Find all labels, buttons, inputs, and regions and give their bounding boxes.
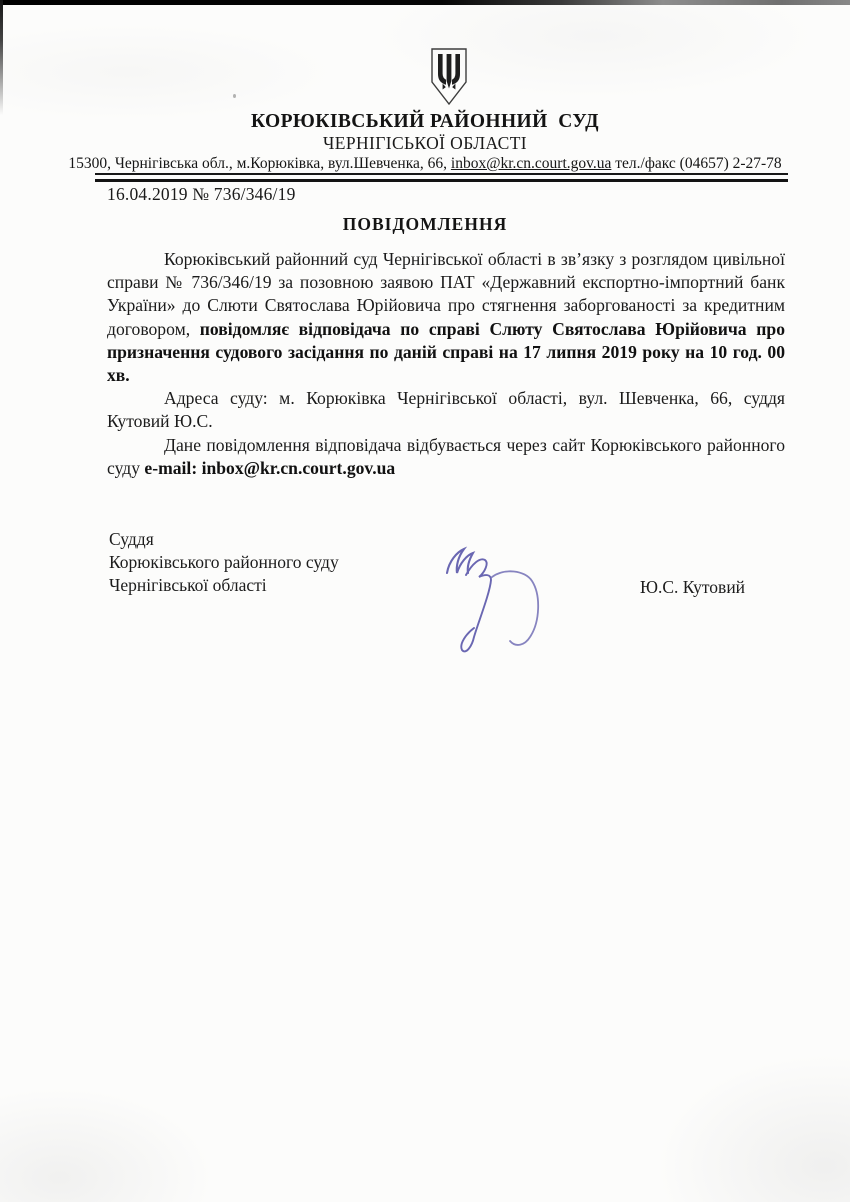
- signer-name: Ю.С. Кутовий: [640, 577, 746, 597]
- paragraph-notification-method: [107, 434, 785, 480]
- ukraine-trident-emblem-icon: [426, 47, 472, 107]
- court-region-heading: ЧЕРНІГІСЬКОЇ ОБЛАСТІ: [322, 133, 528, 153]
- court-email: inbox@kr.cn.court.gov.ua: [450, 155, 612, 172]
- paragraph-case-info: [107, 248, 785, 387]
- signature-title-block: [109, 528, 339, 598]
- scan-speck: [233, 94, 236, 98]
- court-name-heading: КОРЮКІВСЬКИЙ РАЙОННИЙ СУД: [251, 111, 599, 132]
- handwritten-signature: [430, 533, 555, 668]
- paragraph1-regular-text: Корюківський районний суд Чернігівської області в зв’язку з розглядом цивільної справи № 736/346/19 за позовною заявою ПАТ «Державний експортно-імпортний банк України» до Слюти Святослава Юрійовича про стягнення заборгованості за кредитним договором,: [107, 249, 785, 339]
- phone-fax-text: тел./факс (04657) 2-27-78: [611, 155, 782, 172]
- date-and-case-number: 16.04.2019 № 736/346/19: [107, 184, 296, 204]
- signer-position-line2: Корюківського районного суду: [109, 552, 339, 573]
- scanner-edge-artifact-left: [0, 0, 3, 115]
- paragraph3-bold-email: e-mail: inbox@kr.cn.court.gov.ua: [144, 457, 396, 478]
- signer-position-line3: Чернігівської області: [109, 575, 267, 596]
- paragraph1-bold-text: повідомляє відповідача по справі Слюту Святослава Юрійовича про призначення судового засідання по даній справі на 17 липня 2019 року на 10 год. 00 хв.: [107, 318, 785, 386]
- address-text: 15300, Чернігівська обл., м.Корюківка, вул.Шевченка, 66,: [68, 155, 451, 172]
- court-address-line: [0, 155, 850, 173]
- paragraph3-regular-text: Дане повідомлення відповідача відбувається через сайт Корюківського районного суду: [107, 434, 785, 478]
- scanner-edge-artifact-top: [0, 0, 850, 5]
- letterhead-divider-rule: [95, 173, 788, 182]
- document-title: ПОВІДОМЛЕННЯ: [342, 214, 508, 234]
- signer-position-line1: Суддя: [109, 529, 154, 549]
- notice-body: [107, 248, 785, 480]
- paragraph-court-address: Адреса суду: м. Корюківка Чернігівської області, вул. Шевченка, 66, суддя Кутовий Ю.С.: [107, 388, 785, 432]
